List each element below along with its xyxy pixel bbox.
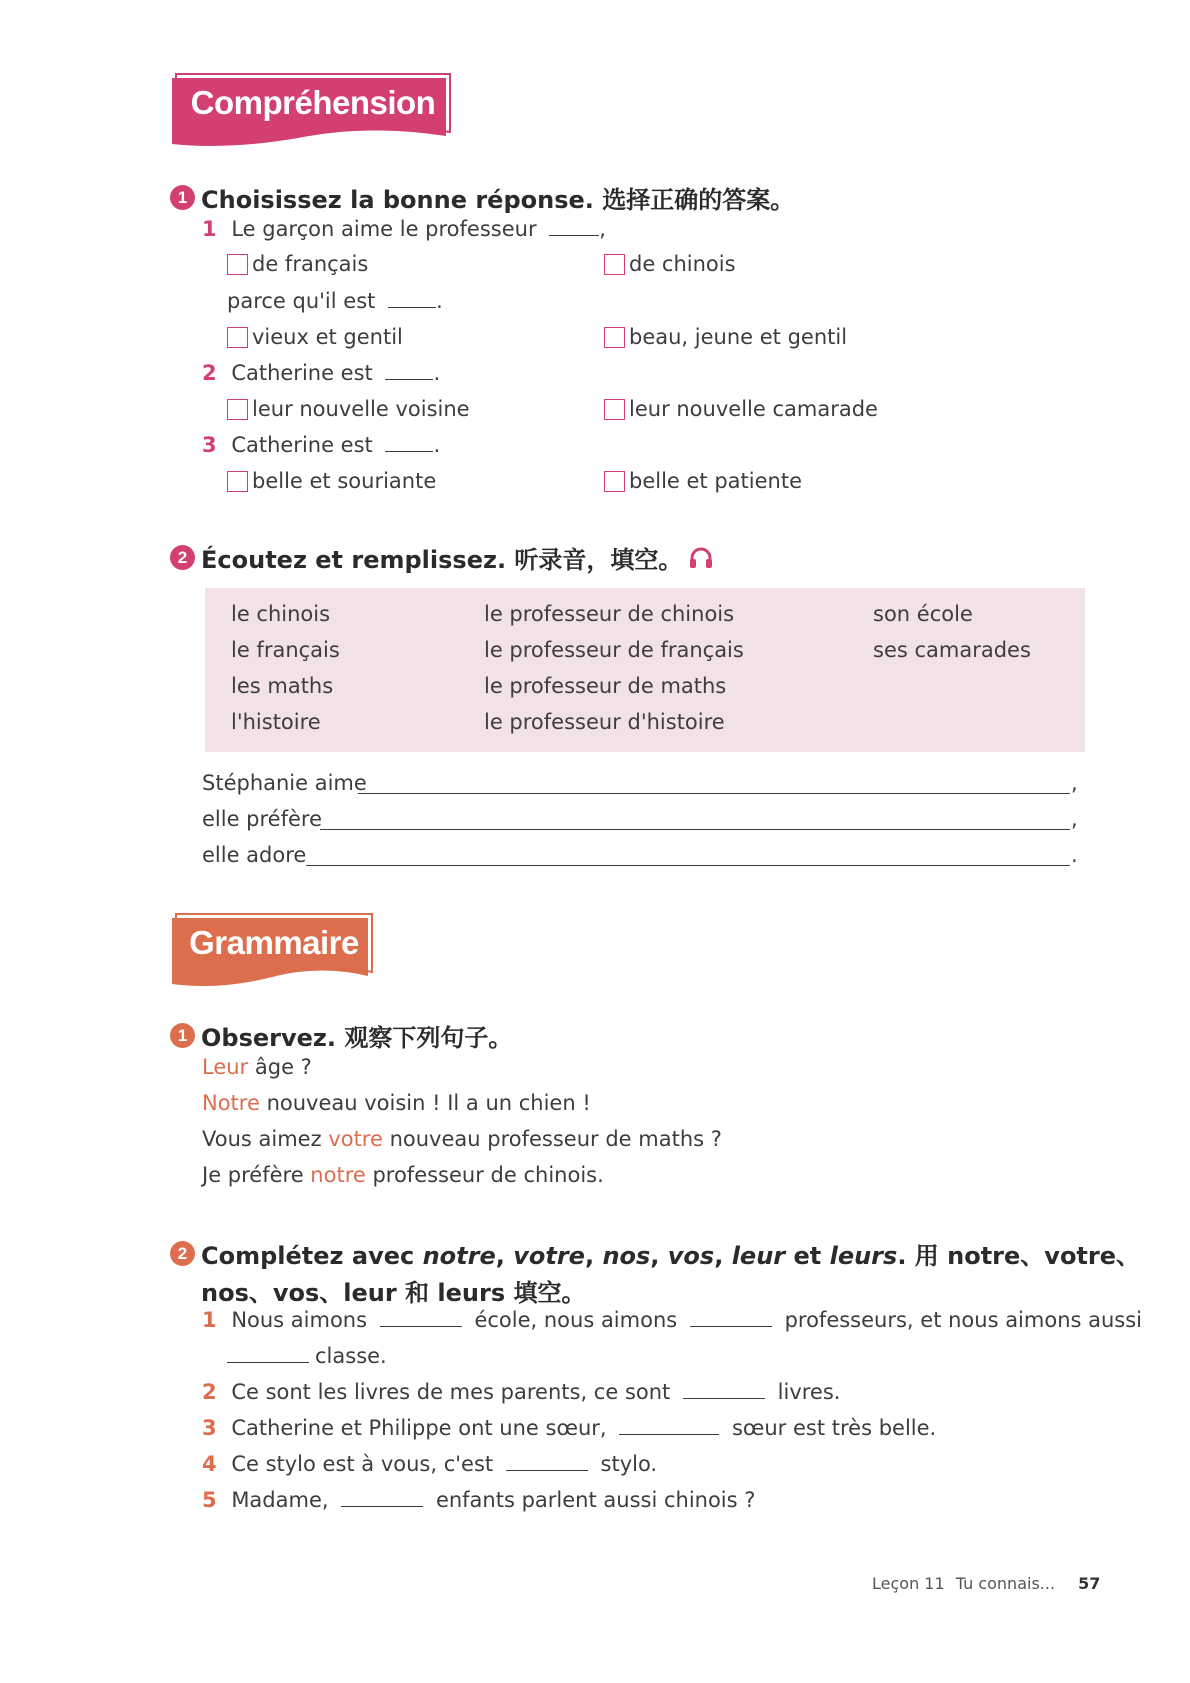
highlighted-word: votre — [328, 1127, 383, 1151]
word-bank-item: le chinois — [231, 602, 331, 626]
exercise-item — [202, 1452, 657, 1476]
answer-blank — [385, 433, 433, 452]
answer-blank — [385, 361, 433, 380]
answer-blank[interactable] — [690, 1308, 772, 1327]
section-title: Grammaire — [189, 924, 359, 961]
exercise-header — [170, 1236, 1140, 1271]
instruction-part: nos、vos、leur 和 leurs 填空。 — [201, 1279, 586, 1307]
word-bank-item: son école — [873, 602, 973, 626]
question-line — [202, 433, 440, 457]
instruction-part: . 用 notre、votre、 — [897, 1242, 1141, 1270]
question-stem: parce qu'il est — [227, 289, 376, 313]
question-number: 2 — [202, 361, 217, 385]
choice-label: belle et patiente — [629, 469, 802, 493]
punctuation: , — [599, 217, 606, 241]
item-text: Madame, — [231, 1488, 329, 1512]
question-line — [202, 217, 606, 241]
exercise-item — [202, 1416, 936, 1440]
checkbox[interactable] — [227, 399, 248, 420]
section-banner-comprehension — [168, 70, 458, 154]
exercise-header — [170, 1018, 512, 1053]
punctuation: . — [1071, 843, 1078, 867]
section-banner-grammaire — [168, 910, 380, 994]
item-text: livres. — [777, 1380, 841, 1404]
word-bank-item: l'histoire — [231, 710, 321, 734]
exercise-instruction: Complétez avec notre, votre, nos, vos, leur et leurs. 用 notre、votre、 — [201, 1242, 1141, 1270]
word-bank-item: le professeur de chinois — [484, 602, 735, 626]
item-text: enfants parlent aussi chinois ? — [435, 1488, 756, 1512]
choice-option[interactable] — [604, 397, 878, 421]
sentence-text: nouveau voisin ! Il a un chien ! — [259, 1091, 591, 1115]
highlighted-word: notre — [310, 1163, 366, 1187]
sentence-text: professeur de chinois. — [365, 1163, 604, 1187]
exercise-item — [202, 1380, 840, 1404]
answer-blank — [549, 217, 599, 236]
page-number: 57 — [1078, 1574, 1101, 1593]
instruction-keyword: leurs — [829, 1242, 898, 1270]
checkbox[interactable] — [604, 399, 625, 420]
item-text: Nous aimons — [231, 1308, 368, 1332]
answer-blank[interactable] — [683, 1380, 765, 1399]
page-footer — [872, 1574, 1100, 1593]
highlighted-word: Leur — [202, 1055, 249, 1079]
checkbox[interactable] — [604, 327, 625, 348]
checkbox[interactable] — [227, 254, 248, 275]
instruction-keyword: notre — [422, 1242, 496, 1270]
punctuation: , — [1071, 771, 1078, 795]
choice-option[interactable] — [604, 469, 802, 493]
choice-label: beau, jeune et gentil — [629, 325, 848, 349]
exercise-instruction: Observez. 观察下列句子。 — [201, 1024, 513, 1052]
checkbox[interactable] — [227, 327, 248, 348]
answer-blank[interactable] — [619, 1416, 719, 1435]
sentence-text: nouveau professeur de maths ? — [382, 1127, 722, 1151]
sentence-text: Vous aimez — [202, 1127, 329, 1151]
item-text: école, nous aimons — [474, 1308, 678, 1332]
choice-label: de chinois — [629, 252, 736, 276]
choice-label: belle et souriante — [252, 469, 437, 493]
exercise-instruction: Choisissez la bonne réponse. 选择正确的答案。 — [201, 186, 795, 214]
punctuation: . — [436, 289, 443, 313]
footer-title: Tu connais... — [955, 1574, 1056, 1593]
word-bank-item: le professeur de français — [484, 638, 744, 662]
choice-label: vieux et gentil — [252, 325, 403, 349]
choice-option[interactable] — [227, 325, 403, 349]
question-stem: Catherine est — [231, 361, 373, 385]
question-number: 3 — [202, 433, 217, 457]
word-bank-item: le professeur de maths — [484, 674, 727, 698]
instruction-keyword: leur — [731, 1242, 786, 1270]
checkbox[interactable] — [604, 471, 625, 492]
fill-in-line[interactable] — [358, 793, 1070, 794]
item-text: Catherine et Philippe ont une sœur, — [231, 1416, 607, 1440]
example-sentence — [202, 1127, 722, 1151]
word-bank-item: les maths — [231, 674, 334, 698]
exercise-item — [202, 1488, 755, 1512]
answer-blank[interactable] — [506, 1452, 588, 1471]
choice-option[interactable] — [604, 325, 847, 349]
fill-label: elle préfère — [202, 807, 323, 831]
item-number: 2 — [202, 1380, 217, 1404]
footer-lesson: Leçon 11 — [872, 1574, 945, 1593]
choice-option[interactable] — [227, 252, 368, 276]
headphones-icon[interactable] — [688, 545, 714, 571]
fill-label: Stéphanie aime — [202, 771, 367, 795]
fill-in-line[interactable] — [320, 829, 1070, 830]
sentence-text: âge ? — [248, 1055, 312, 1079]
exercise-number-badge: 2 — [170, 1241, 195, 1266]
item-text: Ce stylo est à vous, c'est — [231, 1452, 494, 1476]
item-text: stylo. — [600, 1452, 658, 1476]
checkbox[interactable] — [227, 471, 248, 492]
word-bank-item: ses camarades — [873, 638, 1031, 662]
instruction-part: Complétez avec — [201, 1242, 423, 1270]
choice-option[interactable] — [227, 397, 470, 421]
punctuation: , — [1071, 807, 1078, 831]
item-text: professeurs, et nous aimons aussi — [784, 1308, 1143, 1332]
sentence-text: Je préfère — [202, 1163, 311, 1187]
exercise-item — [202, 1308, 1142, 1332]
word-bank-item: le français — [231, 638, 340, 662]
fill-in-line[interactable] — [306, 865, 1070, 866]
instruction-part: et — [785, 1242, 830, 1270]
section-title: Compréhension — [190, 84, 436, 121]
answer-blank[interactable] — [341, 1488, 423, 1507]
fill-label: elle adore — [202, 843, 307, 867]
instruction-keyword: votre — [513, 1242, 585, 1270]
example-sentence — [202, 1055, 312, 1079]
exercise-header — [170, 540, 714, 575]
example-sentence — [202, 1091, 591, 1115]
exercise-item-continued — [227, 1344, 387, 1368]
item-text: Ce sont les livres de mes parents, ce sont — [231, 1380, 671, 1404]
punctuation: . — [433, 361, 441, 385]
answer-blank[interactable] — [380, 1308, 462, 1327]
punctuation: . — [433, 433, 441, 457]
question-line — [227, 289, 443, 313]
word-bank — [205, 588, 1085, 752]
checkbox[interactable] — [604, 254, 625, 275]
choice-option[interactable] — [604, 252, 736, 276]
exercise-instruction: Écoutez et remplissez. 听录音，填空。 — [201, 546, 683, 574]
question-stem: Le garçon aime le professeur — [231, 217, 537, 241]
word-bank-item: le professeur d'histoire — [484, 710, 725, 734]
item-number: 3 — [202, 1416, 217, 1440]
answer-blank[interactable] — [227, 1344, 309, 1363]
item-number: 5 — [202, 1488, 217, 1512]
instruction-keyword: vos — [667, 1242, 715, 1270]
exercise-instruction-continued — [201, 1273, 585, 1308]
item-text: sœur est très belle. — [731, 1416, 937, 1440]
question-number: 1 — [202, 217, 217, 241]
exercise-number-badge: 2 — [170, 545, 195, 570]
example-sentence — [202, 1163, 604, 1187]
choice-label: leur nouvelle camarade — [629, 397, 878, 421]
choice-label: leur nouvelle voisine — [252, 397, 470, 421]
choice-label: de français — [252, 252, 369, 276]
item-text: classe. — [315, 1344, 387, 1368]
exercise-number-badge: 1 — [170, 185, 195, 210]
question-line — [202, 361, 440, 385]
question-stem: Catherine est — [231, 433, 373, 457]
instruction-keyword: nos — [602, 1242, 651, 1270]
answer-blank — [388, 289, 436, 308]
item-number: 1 — [202, 1308, 217, 1332]
exercise-header — [170, 180, 794, 215]
item-number: 4 — [202, 1452, 217, 1476]
exercise-number-badge: 1 — [170, 1023, 195, 1048]
choice-option[interactable] — [227, 469, 436, 493]
highlighted-word: Notre — [202, 1091, 260, 1115]
